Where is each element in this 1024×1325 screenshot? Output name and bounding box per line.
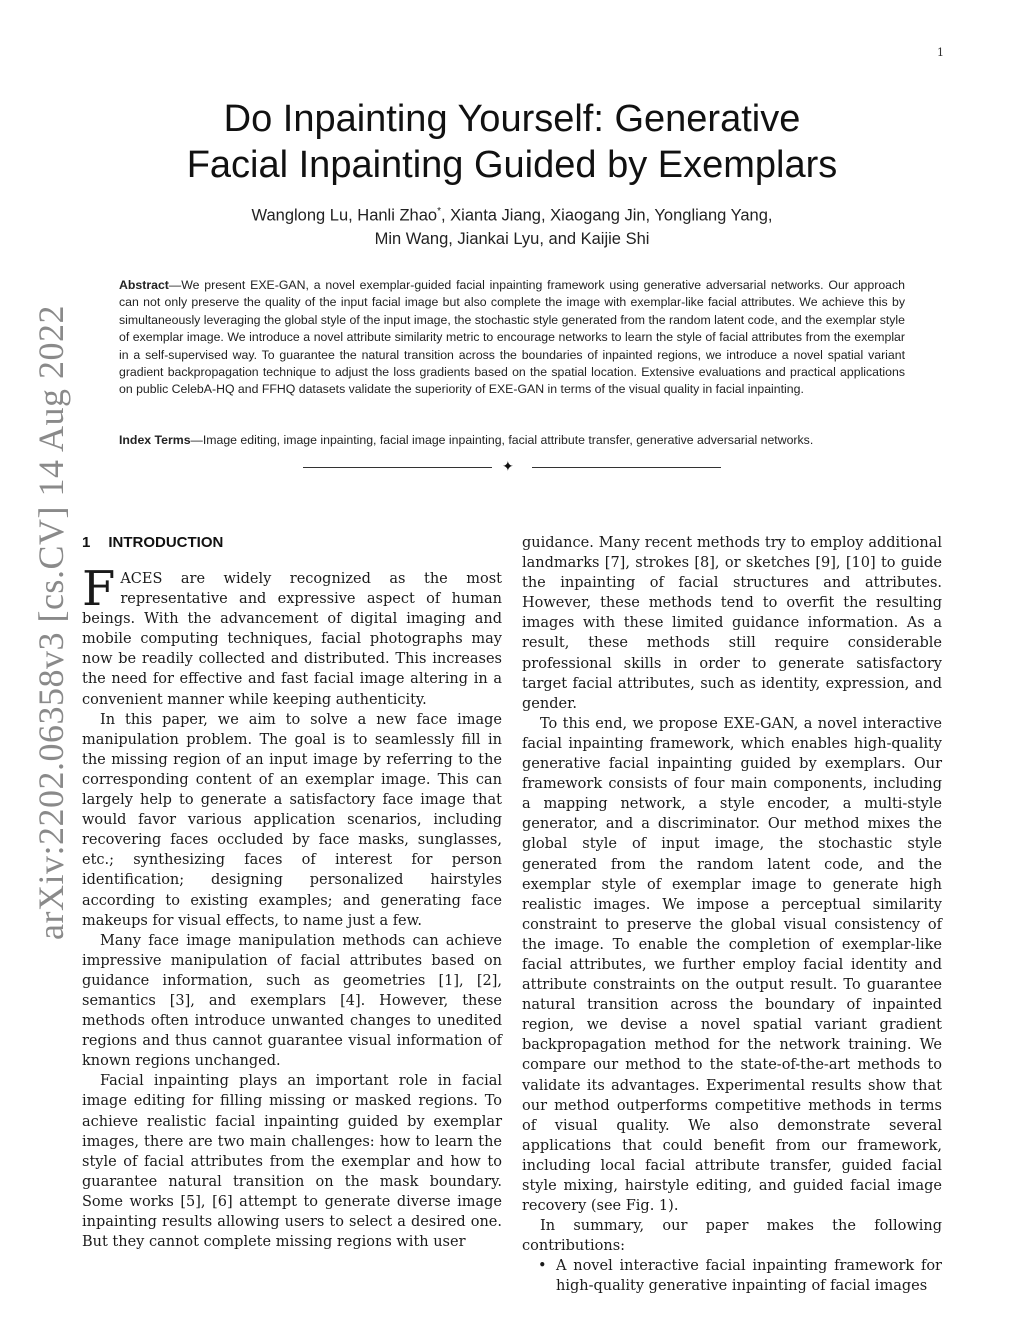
intro-paragraph-3: Many face image manipulation methods can achieve impressive manipulation of facial attributes based on guidance information, such as geometries [1], [2], semantics [3], and exemplars [4]. However, these methods often introduce unwanted changes to unedited regions and thus cannot guarantee visual information of known regions unchanged. (82, 932, 502, 1070)
intro-paragraph-1 (82, 561, 502, 710)
divider-line-left (303, 467, 492, 468)
index-terms-label: Index Terms (119, 433, 191, 447)
index-terms-text: —Image editing, image inpainting, facial image inpainting, facial attribute transfer, generative adversarial networks. (190, 433, 814, 447)
bullet-icon: • (538, 1258, 547, 1275)
title-line-2: Facial Inpainting Guided by Exemplars (186, 144, 838, 186)
drop-cap: F (82, 561, 116, 617)
intro-paragraph-5: guidance. Many recent methods try to employ additional landmarks [7], strokes [8], or sketches [9], [10] to guide the inpainting of facial structures and attributes. However, these methods tend to overfit the resulting images with these limited guidance information. As a result, these methods still require considerable professional skills in order to generate satisfactory target facial attributes, such as identity, expression, and gender. (522, 535, 942, 712)
left-column (82, 561, 502, 1252)
index-terms (119, 432, 905, 449)
abstract-label: Abstract (119, 278, 169, 292)
abstract-text: —We present EXE-GAN, a novel exemplar-guided facial inpainting framework using generative adversarial networks. Our approach can not only preserve the quality of the input facial image but also complete the image with exemplar-like facial attributes. We achieve this by simultaneously leveraging the global style of the input image, the stochastic style generated from the random latent code, and the exemplar style of exemplar image. We introduce a novel attribute similarity metric to encourage networks to learn the style of facial attributes from the exemplar in a self-supervised way. To guarantee the natural transition across the boundaries of inpainted regions, we introduce a novel spatial variant gradient backpropagation technique to adjust the loss gradients based on the spatial location. Extensive evaluations and practical applications on public CelebA-HQ and FFHQ datasets validate the superiority of EXE-GAN in terms of the visual quality in facial inpainting. (119, 278, 905, 397)
authors-line-1a: Wanglong Lu, Hanli Zhao (251, 206, 438, 225)
intro-paragraph-1-text: ACES are widely recognized as the most representative and expressive aspect of human beings. With the advancement of digital imaging and mobile computing techniques, facial photographs may now be readily collected and distributed. This increases the need for effective and fast facial image altering in a convenient manner while keeping authenticity. (82, 571, 502, 708)
contributions-list (522, 1256, 942, 1296)
section-divider (303, 459, 721, 475)
contribution-item-text: A novel interactive facial inpainting framework for high-quality generative inpainting of facial images (556, 1258, 942, 1295)
arxiv-identifier-stamp: arXiv:2202.06358v3 [cs.CV] 14 Aug 2022 (31, 305, 71, 940)
corresponding-author-mark: * (437, 206, 441, 217)
paper-title (0, 96, 1024, 188)
authors-line-2: Min Wang, Jiankai Lyu, and Kaijie Shi (374, 229, 650, 248)
intro-paragraph-7: In summary, our paper makes the following contributions: (522, 1218, 942, 1255)
abstract (119, 277, 905, 399)
intro-paragraph-6: To this end, we propose EXE-GAN, a novel interactive facial inpainting framework, which enables high-quality generative facial inpainting guided by exemplars. Our framework consists of four main components, including a mapping network, a style encoder, a multi-style generator, and a discriminator. Our method mixes the global style of input image, the stochastic style generated from the random latent code, and the exemplar style of exemplar image to generate high realistic images. We impose a perceptual similarity constraint to preserve the global visual consistency of the image. To enable the completion of exemplar-like facial attributes, we further employ facial identity and attribute constraints on the output result. To guarantee natural transition across the boundary of inpainted region, we devise a novel spatial variant gradient backpropagation method for the network training. We compare our method to the state-of-the-art methods to validate its advantages. Experimental results show that our method outperforms competitive methods in terms of visual quality. We also demonstrate several applications that could benefit from our framework, including local facial attribute transfer, guided facial style mixing, hairstyle editing, and guided facial image recovery (see Fig. 1). (522, 715, 942, 1215)
divider-line-right (532, 467, 721, 468)
right-column (522, 533, 942, 1297)
divider-diamond-icon: ✦ (502, 459, 514, 475)
section-title: INTRODUCTION (108, 534, 224, 551)
author-list (0, 200, 1024, 251)
contribution-item (538, 1256, 942, 1296)
section-number: 1 (82, 534, 91, 551)
intro-paragraph-4: Facial inpainting plays an important role in facial image editing for filling missing or masked regions. To achieve realistic facial inpainting guided by exemplar images, there are two main challenges: how to learn the style of facial attributes from the exemplar and how to guarantee natural transition on the mask boundary. Some works [5], [6] attempt to generate diverse image inpainting results allowing users to select a desired one. But they cannot complete missing regions with user (82, 1073, 502, 1251)
authors-line-1b: , Xianta Jiang, Xiaogang Jin, Yongliang Yang, (441, 206, 773, 225)
title-line-1: Do Inpainting Yourself: Generative (223, 98, 801, 140)
intro-paragraph-2: In this paper, we aim to solve a new face image manipulation problem. The goal is to seamlessly fill in the missing region of an input image by referring to the corresponding content of an exemplar image. This can largely help to generate a satisfactory face image that would favor various application scenarios, including recovering faces occluded by face masks, sunglasses, etc.; synthesizing faces of interest for person identification; designing personalized hairstyles according to existing examples; and generating face makeups for visual effects, to name just a few. (82, 711, 502, 929)
page-number: 1 (937, 46, 944, 59)
section-heading-introduction (82, 534, 223, 551)
